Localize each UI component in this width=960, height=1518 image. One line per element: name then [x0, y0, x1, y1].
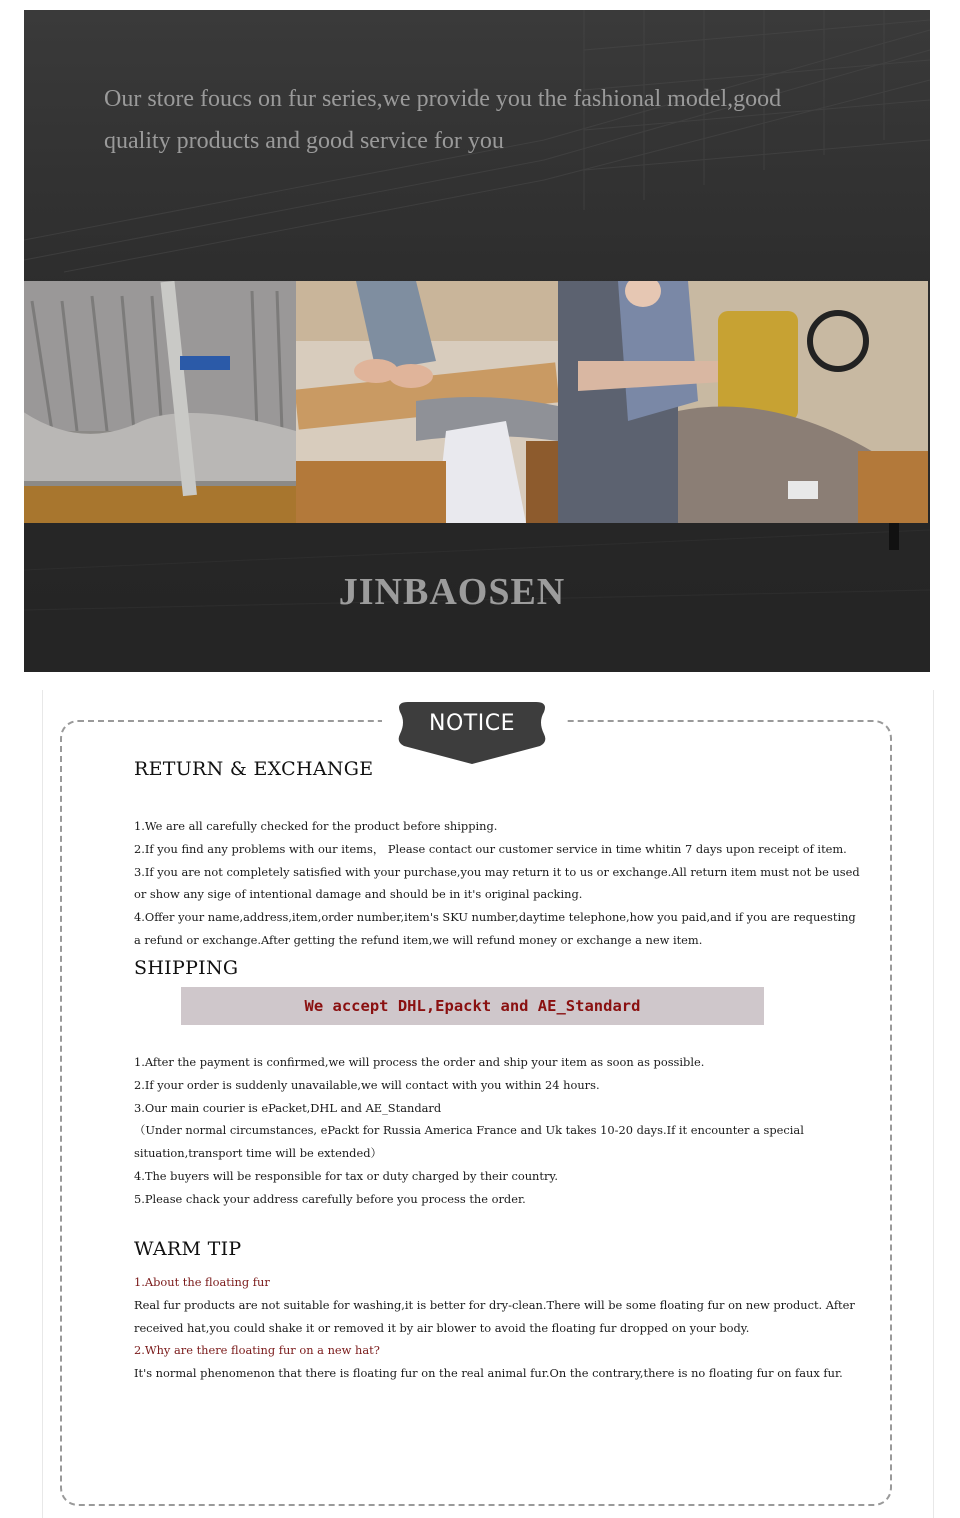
shipping-methods-text: We accept DHL,Epackt and AE_Standard [304, 997, 641, 1015]
store-banner [24, 10, 930, 672]
store-headline: Our store foucs on fur series,we provide you the fashional model,good quality products and good service for you [104, 86, 782, 154]
return-line-2: 2.If you find any problems with our items， Please contact our customer service in time whitin 7 days upon receipt of item. [134, 841, 847, 856]
fur-sewing-photo [558, 281, 928, 523]
shipping-line-5: 5.Please chack your address carefully before you process the order. [134, 1191, 526, 1206]
workshop-photo-strip [24, 281, 928, 523]
shipping-line-4: 4.The buyers will be responsible for tax or duty charged by their country. [134, 1168, 558, 1183]
brand-name: JINBAOSEN [338, 571, 566, 613]
shipping-text [134, 1051, 864, 1211]
fur-cutting-photo [24, 281, 296, 523]
shipping-methods-banner [181, 987, 764, 1025]
return-line-3: 3.If you are not completely satisfied with your purchase,you may return it to us or exchange.All return item must not be used or show any sige of intentional damage and should be in it's original packing. [134, 864, 860, 902]
shipping-line-1: 1.After the payment is confirmed,we will process the order and ship your item as soon as possible. [134, 1055, 705, 1069]
return-line-1: 1.We are all carefully checked for the product before shipping. [134, 819, 498, 833]
shipping-line-2: 2.If your order is suddenly unavailable,we will contact with you within 24 hours. [134, 1077, 600, 1092]
warm-tip-answer-1: Real fur products are not suitable for washing,it is better for dry-clean.There will be some floating fur on new product. After received hat,you could shake it or removed it by air blower to avoid the floating fur dropped on your body. [134, 1297, 855, 1335]
warm-tip-answer-2: It's normal phenomenon that there is floating fur on the real animal fur.On the contrary,there is no floating fur on faux fur. [134, 1366, 843, 1381]
warm-tip-question-2: 2.Why are there floating fur on a new hat? [134, 1343, 380, 1358]
warm-tip-title: WARM TIP [134, 1238, 242, 1260]
warm-tip-question-1: 1.About the floating fur [134, 1275, 270, 1289]
fur-ironing-photo [296, 281, 558, 523]
return-exchange-title: RETURN & EXCHANGE [134, 758, 374, 780]
return-exchange-text [134, 815, 864, 952]
shipping-title: SHIPPING [134, 957, 239, 979]
warm-tip-text [134, 1271, 864, 1385]
notice-label: NOTICE [429, 711, 515, 736]
shipping-line-3: 3.Our main courier is ePacket,DHL and AE_Standard [134, 1100, 442, 1115]
return-line-4: 4.Offer your name,address,item,order number,item's SKU number,daytime telephone,how you paid,and if you are requesting a refund or exchange.After getting the refund item,we will refund money or exchange a new item. [134, 910, 856, 947]
shipping-line-note: （Under normal circumstances, ePackt for Russia America France and Uk takes 10-20 days.If it encounter a special situation,transport time will be extended） [134, 1123, 804, 1161]
